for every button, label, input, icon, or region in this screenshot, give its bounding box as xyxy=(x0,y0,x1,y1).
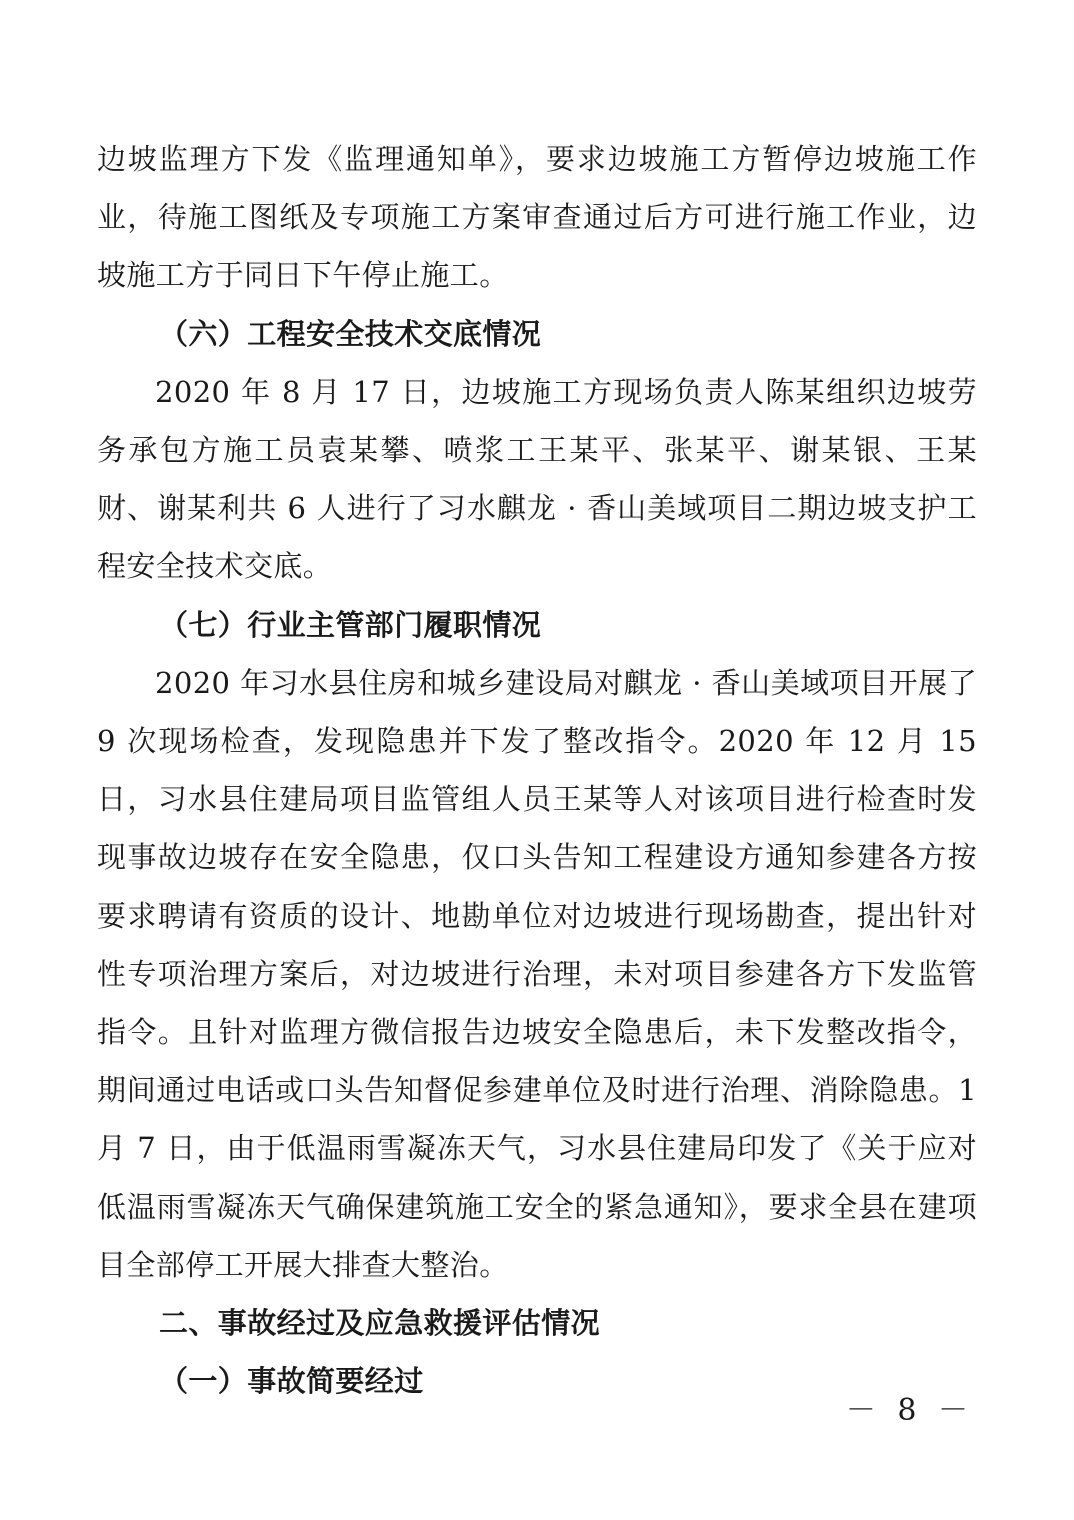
paragraph-safety-briefing: 2020 年 8 月 17 日，边坡施工方现场负责人陈某组织边坡劳务承包方施工员袁某攀、喷浆工王某平、张某平、谢某银、王某财、谢某利共 6 人进行了习水麒龙 · 香山美域项目二期边坡支护工程安全技术交底。 xyxy=(97,374,977,584)
page-number: － 8 － xyxy=(845,1393,974,1428)
heading-accident-summary: （一）事故简要经过 xyxy=(159,1364,424,1399)
paragraph-supervision-notice: 边坡监理方下发《监理通知单》，要求边坡施工方暂停边坡施工作业，待施工图纸及专项施工方案审查通过后方可进行施工作业，边坡施工方于同日下午停止施工。 xyxy=(97,142,977,293)
heading-safety-briefing: （六）工程安全技术交底情况 xyxy=(159,316,542,351)
section-heading-accident: 二、事故经过及应急救援评估情况 xyxy=(159,1306,601,1341)
paragraph-authority-duties: 2020 年习水县住房和城乡建设局对麒龙 · 香山美域项目开展了 9 次现场检查，发现隐患并下发了整改指令。2020 年 12 月 15 日，习水县住建局项目监管组人员王某等人对该项目进行检查时发现事故边坡存在安全隐患，仅口头告知工程建设方通知参建各方按要求聘请有资质的设计、地勘单位对边坡进行现场勘查，提出针对性专项治理方案后，对边坡进行治理，未对项目参建各方下发监管指令。且针对监理方微信报告边坡安全隐患后，未下发整改指令，期间通过电话或口头告知督促参建单位及时进行治理、消除隐患。1 月 7 日，由于低温雨雪凝冻天气，习水县住建局印发了《关于应对低温雨雪凝冻天气确保建筑施工安全的紧急通知》，要求全县在建项目全部停工开展大排查大整治。 xyxy=(97,665,977,1282)
document-body xyxy=(97,130,977,1410)
heading-authority-duties: （七）行业主管部门履职情况 xyxy=(159,607,542,642)
